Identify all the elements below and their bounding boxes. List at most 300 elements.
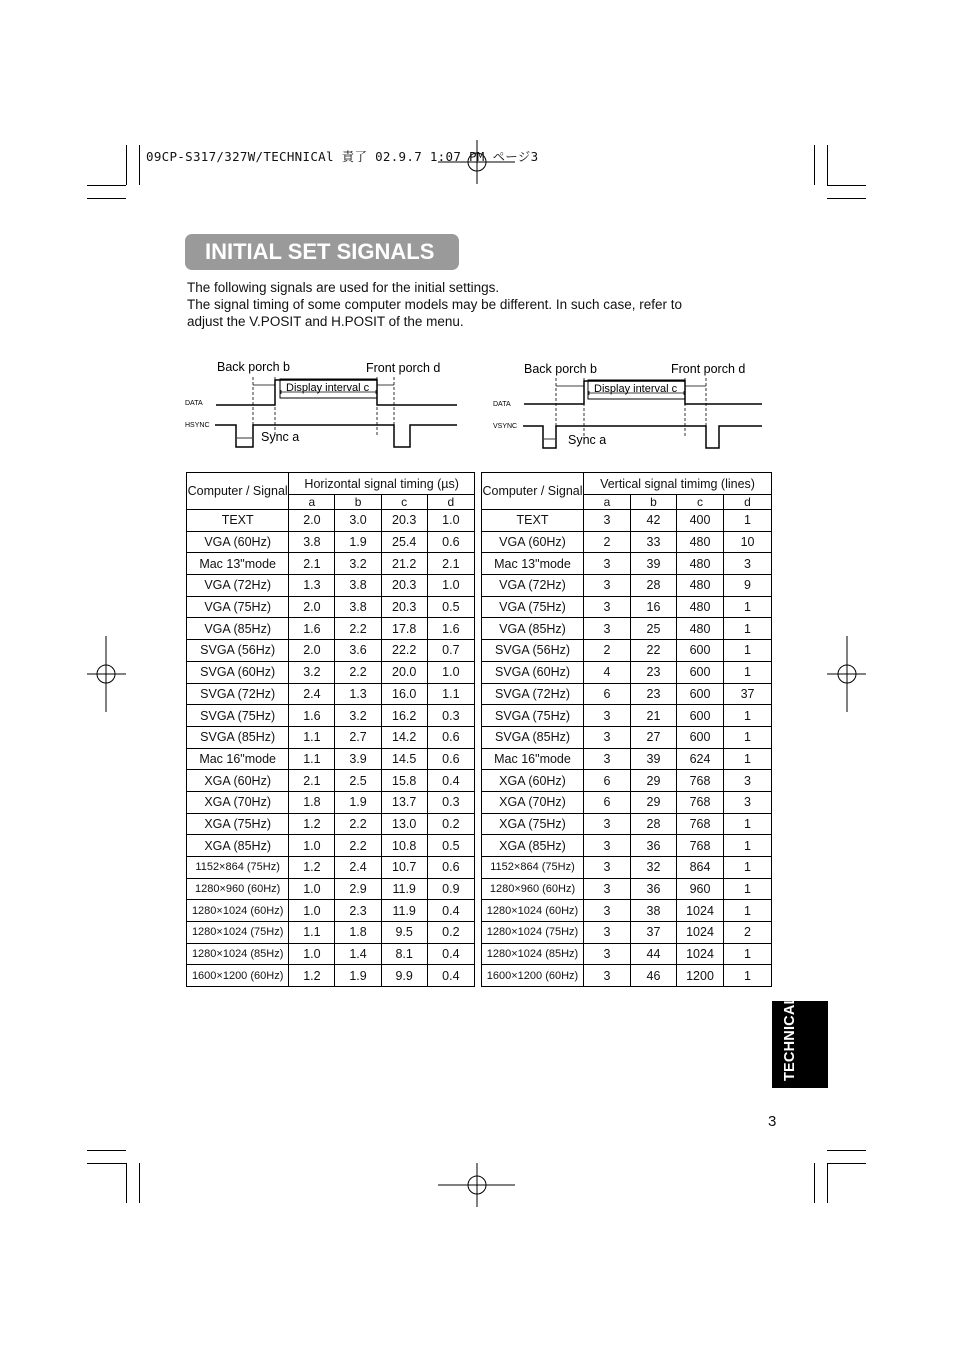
value-c-cell: 480 xyxy=(677,531,724,553)
value-a-cell: 2.1 xyxy=(289,770,335,792)
value-b-cell: 23 xyxy=(631,661,677,683)
value-c-cell: 768 xyxy=(677,770,724,792)
signal-cell: XGA (70Hz) xyxy=(187,791,289,813)
table-row xyxy=(187,857,475,879)
signal-cell: VGA (85Hz) xyxy=(187,618,289,640)
value-d-cell: 1.0 xyxy=(427,575,474,597)
table-row xyxy=(187,661,475,683)
value-a-cell: 3 xyxy=(584,510,631,532)
value-c-cell: 17.8 xyxy=(381,618,427,640)
value-a-cell: 6 xyxy=(584,791,631,813)
value-b-cell: 1.9 xyxy=(335,791,381,813)
value-b-cell: 36 xyxy=(631,835,677,857)
value-d-cell: 37 xyxy=(724,683,772,705)
subcol-a: a xyxy=(289,495,335,510)
table-row xyxy=(482,900,772,922)
table-row xyxy=(482,553,772,575)
value-b-cell: 2.9 xyxy=(335,878,381,900)
table-row xyxy=(187,618,475,640)
value-c-cell: 1200 xyxy=(677,965,724,987)
display-interval-label: Display interval c xyxy=(594,383,678,395)
intro-line-2: The signal timing of some computer models may be different. In such case, refer to xyxy=(187,297,682,312)
value-d-cell: 0.4 xyxy=(427,943,474,965)
value-c-cell: 1024 xyxy=(677,922,724,944)
value-b-cell: 33 xyxy=(631,531,677,553)
value-c-cell: 1024 xyxy=(677,943,724,965)
value-c-cell: 600 xyxy=(677,640,724,662)
value-a-cell: 3 xyxy=(584,900,631,922)
value-d-cell: 9 xyxy=(724,575,772,597)
signal-cell: XGA (75Hz) xyxy=(482,813,584,835)
value-c-cell: 20.3 xyxy=(381,510,427,532)
subcol-b: b xyxy=(631,495,677,510)
table-row xyxy=(482,770,772,792)
value-c-cell: 22.2 xyxy=(381,640,427,662)
signal-cell: SVGA (75Hz) xyxy=(482,705,584,727)
value-c-cell: 20.3 xyxy=(381,575,427,597)
table-row xyxy=(482,705,772,727)
signal-cell: VGA (60Hz) xyxy=(187,531,289,553)
value-b-cell: 42 xyxy=(631,510,677,532)
signal-cell: XGA (85Hz) xyxy=(482,835,584,857)
value-d-cell: 1.6 xyxy=(427,618,474,640)
value-b-cell: 39 xyxy=(631,553,677,575)
value-d-cell: 1.0 xyxy=(427,661,474,683)
value-c-cell: 960 xyxy=(677,878,724,900)
table-row xyxy=(187,791,475,813)
page-number: 3 xyxy=(768,1113,777,1130)
value-c-cell: 600 xyxy=(677,705,724,727)
value-c-cell: 624 xyxy=(677,748,724,770)
signal-cell: VGA (72Hz) xyxy=(187,575,289,597)
value-d-cell: 0.6 xyxy=(427,748,474,770)
table-row xyxy=(187,813,475,835)
value-d-cell: 3 xyxy=(724,553,772,575)
value-a-cell: 3 xyxy=(584,835,631,857)
table-row xyxy=(187,943,475,965)
table-row xyxy=(482,922,772,944)
table-row xyxy=(187,900,475,922)
value-d-cell: 1 xyxy=(724,726,772,748)
value-c-cell: 9.5 xyxy=(381,922,427,944)
table-row xyxy=(482,683,772,705)
value-b-cell: 1.9 xyxy=(335,965,381,987)
value-c-cell: 13.7 xyxy=(381,791,427,813)
value-b-cell: 2.2 xyxy=(335,661,381,683)
table-row xyxy=(482,943,772,965)
value-b-cell: 2.2 xyxy=(335,813,381,835)
table-row xyxy=(187,575,475,597)
front-porch-label: Front porch d xyxy=(671,362,746,376)
signal-cell: SVGA (75Hz) xyxy=(187,705,289,727)
horizontal-timing-diagram xyxy=(180,355,470,455)
signal-cell: 1280×1024 (75Hz) xyxy=(482,922,584,944)
signal-cell: 1280×960 (60Hz) xyxy=(482,878,584,900)
subcol-c: c xyxy=(677,495,724,510)
value-b-cell: 3.6 xyxy=(335,640,381,662)
value-b-cell: 2.3 xyxy=(335,900,381,922)
back-porch-label: Back porch b xyxy=(217,360,290,374)
value-c-cell: 13.0 xyxy=(381,813,427,835)
signal-cell: 1152×864 (75Hz) xyxy=(187,857,289,879)
value-b-cell: 2.2 xyxy=(335,618,381,640)
value-d-cell: 1 xyxy=(724,835,772,857)
table-row xyxy=(187,878,475,900)
value-b-cell: 29 xyxy=(631,791,677,813)
value-c-cell: 400 xyxy=(677,510,724,532)
value-d-cell: 0.5 xyxy=(427,596,474,618)
value-b-cell: 1.4 xyxy=(335,943,381,965)
value-a-cell: 3 xyxy=(584,857,631,879)
value-d-cell: 1 xyxy=(724,510,772,532)
value-d-cell: 0.5 xyxy=(427,835,474,857)
table-row xyxy=(482,531,772,553)
value-b-cell: 3.0 xyxy=(335,510,381,532)
signal-cell: 1280×1024 (75Hz) xyxy=(187,922,289,944)
value-c-cell: 480 xyxy=(677,553,724,575)
value-b-cell: 39 xyxy=(631,748,677,770)
value-c-cell: 480 xyxy=(677,618,724,640)
value-b-cell: 32 xyxy=(631,857,677,879)
value-d-cell: 1 xyxy=(724,900,772,922)
intro-line-1: The following signals are used for the initial settings. xyxy=(187,280,500,295)
signal-cell: VGA (85Hz) xyxy=(482,618,584,640)
value-d-cell: 0.3 xyxy=(427,705,474,727)
value-d-cell: 1 xyxy=(724,878,772,900)
table-row xyxy=(187,748,475,770)
value-c-cell: 25.4 xyxy=(381,531,427,553)
table-row xyxy=(187,965,475,987)
signal-column-header: Computer / Signal xyxy=(482,473,584,510)
value-b-cell: 27 xyxy=(631,726,677,748)
value-c-cell: 600 xyxy=(677,661,724,683)
table-row xyxy=(482,596,772,618)
subcol-d: d xyxy=(724,495,772,510)
signal-cell: SVGA (60Hz) xyxy=(187,661,289,683)
value-c-cell: 600 xyxy=(677,726,724,748)
signal-cell: Mac 16"mode xyxy=(187,748,289,770)
table-row xyxy=(482,661,772,683)
value-c-cell: 600 xyxy=(677,683,724,705)
signal-cell: 1600×1200 (60Hz) xyxy=(482,965,584,987)
value-a-cell: 2.0 xyxy=(289,596,335,618)
value-d-cell: 1 xyxy=(724,813,772,835)
value-d-cell: 3 xyxy=(724,791,772,813)
table-row xyxy=(187,596,475,618)
value-b-cell: 28 xyxy=(631,813,677,835)
value-b-cell: 3.9 xyxy=(335,748,381,770)
value-c-cell: 768 xyxy=(677,791,724,813)
value-d-cell: 0.2 xyxy=(427,813,474,835)
value-a-cell: 3 xyxy=(584,813,631,835)
value-a-cell: 2.4 xyxy=(289,683,335,705)
sync-label: HSYNC xyxy=(185,422,210,429)
value-a-cell: 2.0 xyxy=(289,510,335,532)
table-row xyxy=(482,640,772,662)
value-b-cell: 23 xyxy=(631,683,677,705)
intro-text xyxy=(187,279,682,330)
value-a-cell: 3 xyxy=(584,596,631,618)
value-d-cell: 1.0 xyxy=(427,510,474,532)
value-c-cell: 10.7 xyxy=(381,857,427,879)
table-row xyxy=(482,878,772,900)
value-c-cell: 480 xyxy=(677,596,724,618)
title-banner xyxy=(185,234,459,270)
signal-cell: Mac 13"mode xyxy=(482,553,584,575)
value-c-cell: 9.9 xyxy=(381,965,427,987)
value-c-cell: 20.0 xyxy=(381,661,427,683)
value-d-cell: 0.7 xyxy=(427,640,474,662)
signal-cell: 1280×1024 (60Hz) xyxy=(482,900,584,922)
value-a-cell: 3 xyxy=(584,922,631,944)
signal-cell: SVGA (56Hz) xyxy=(187,640,289,662)
horizontal-timing-table xyxy=(186,472,475,987)
signal-cell: SVGA (72Hz) xyxy=(482,683,584,705)
value-d-cell: 1 xyxy=(724,943,772,965)
value-a-cell: 1.0 xyxy=(289,835,335,857)
subcol-c: c xyxy=(381,495,427,510)
vertical-timing-diagram xyxy=(488,356,773,456)
value-a-cell: 2 xyxy=(584,531,631,553)
signal-cell: XGA (75Hz) xyxy=(187,813,289,835)
value-d-cell: 1 xyxy=(724,661,772,683)
value-d-cell: 0.6 xyxy=(427,531,474,553)
signal-cell: SVGA (72Hz) xyxy=(187,683,289,705)
value-b-cell: 38 xyxy=(631,900,677,922)
value-a-cell: 3 xyxy=(584,726,631,748)
value-a-cell: 1.6 xyxy=(289,705,335,727)
table-row xyxy=(482,726,772,748)
value-b-cell: 2.5 xyxy=(335,770,381,792)
value-d-cell: 1 xyxy=(724,640,772,662)
page-title: INITIAL SET SIGNALS xyxy=(205,239,435,264)
value-a-cell: 2.0 xyxy=(289,640,335,662)
value-d-cell: 1 xyxy=(724,748,772,770)
signal-cell: TEXT xyxy=(482,510,584,532)
signal-cell: SVGA (85Hz) xyxy=(482,726,584,748)
signal-cell: 1280×1024 (60Hz) xyxy=(187,900,289,922)
value-a-cell: 3 xyxy=(584,575,631,597)
value-a-cell: 3 xyxy=(584,618,631,640)
value-c-cell: 11.9 xyxy=(381,900,427,922)
value-d-cell: 10 xyxy=(724,531,772,553)
value-a-cell: 1.0 xyxy=(289,878,335,900)
value-a-cell: 1.3 xyxy=(289,575,335,597)
value-a-cell: 1.2 xyxy=(289,965,335,987)
value-c-cell: 20.3 xyxy=(381,596,427,618)
data-label: DATA xyxy=(493,401,511,408)
value-c-cell: 8.1 xyxy=(381,943,427,965)
value-c-cell: 1024 xyxy=(677,900,724,922)
signal-cell: VGA (75Hz) xyxy=(187,596,289,618)
table-row xyxy=(187,640,475,662)
value-d-cell: 0.3 xyxy=(427,791,474,813)
signal-cell: 1280×1024 (85Hz) xyxy=(187,943,289,965)
signal-cell: XGA (85Hz) xyxy=(187,835,289,857)
front-porch-label: Front porch d xyxy=(366,361,441,375)
table-row xyxy=(187,510,475,532)
value-a-cell: 3.2 xyxy=(289,661,335,683)
display-interval-label: Display interval c xyxy=(286,382,370,394)
value-b-cell: 3.8 xyxy=(335,575,381,597)
sync-a-label: Sync a xyxy=(568,433,607,447)
value-a-cell: 1.8 xyxy=(289,791,335,813)
signal-column-header: Computer / Signal xyxy=(187,473,289,510)
value-c-cell: 11.9 xyxy=(381,878,427,900)
table-row xyxy=(482,835,772,857)
data-label: DATA xyxy=(185,400,203,407)
table-row xyxy=(187,835,475,857)
value-c-cell: 14.2 xyxy=(381,726,427,748)
value-a-cell: 6 xyxy=(584,770,631,792)
value-c-cell: 21.2 xyxy=(381,553,427,575)
value-d-cell: 1 xyxy=(724,965,772,987)
value-b-cell: 44 xyxy=(631,943,677,965)
sync-a-label: Sync a xyxy=(261,430,300,444)
signal-cell: VGA (72Hz) xyxy=(482,575,584,597)
value-c-cell: 10.8 xyxy=(381,835,427,857)
intro-line-3: adjust the V.POSIT and H.POSIT of the menu. xyxy=(187,314,464,329)
value-b-cell: 46 xyxy=(631,965,677,987)
value-d-cell: 1.1 xyxy=(427,683,474,705)
value-c-cell: 768 xyxy=(677,835,724,857)
subcol-a: a xyxy=(584,495,631,510)
value-d-cell: 2 xyxy=(724,922,772,944)
sync-label: VSYNC xyxy=(493,423,518,430)
value-d-cell: 0.4 xyxy=(427,770,474,792)
table-row xyxy=(482,618,772,640)
section-tab xyxy=(772,995,828,1088)
signal-cell: SVGA (85Hz) xyxy=(187,726,289,748)
table-row xyxy=(187,553,475,575)
table-row xyxy=(187,726,475,748)
value-a-cell: 1.1 xyxy=(289,726,335,748)
value-b-cell: 16 xyxy=(631,596,677,618)
section-tab-label: TECHNICAL xyxy=(782,995,798,1081)
vertical-timing-table xyxy=(481,472,772,987)
signal-cell: 1280×1024 (85Hz) xyxy=(482,943,584,965)
value-a-cell: 1.2 xyxy=(289,857,335,879)
signal-cell: 1600×1200 (60Hz) xyxy=(187,965,289,987)
value-b-cell: 1.9 xyxy=(335,531,381,553)
signal-cell: XGA (60Hz) xyxy=(482,770,584,792)
value-c-cell: 864 xyxy=(677,857,724,879)
signal-cell: Mac 13"mode xyxy=(187,553,289,575)
value-b-cell: 29 xyxy=(631,770,677,792)
value-a-cell: 4 xyxy=(584,661,631,683)
value-b-cell: 28 xyxy=(631,575,677,597)
value-c-cell: 16.2 xyxy=(381,705,427,727)
sync-waveform xyxy=(215,425,457,447)
signal-cell: TEXT xyxy=(187,510,289,532)
table-row xyxy=(187,922,475,944)
table-row xyxy=(482,510,772,532)
value-c-cell: 16.0 xyxy=(381,683,427,705)
signal-cell: 1152×864 (75Hz) xyxy=(482,857,584,879)
value-a-cell: 2 xyxy=(584,640,631,662)
signal-cell: SVGA (60Hz) xyxy=(482,661,584,683)
value-b-cell: 36 xyxy=(631,878,677,900)
value-d-cell: 1 xyxy=(724,618,772,640)
timing-group-header: Vertical signal timimg (lines) xyxy=(584,473,772,495)
value-a-cell: 1.1 xyxy=(289,748,335,770)
value-d-cell: 3 xyxy=(724,770,772,792)
value-a-cell: 3 xyxy=(584,553,631,575)
value-a-cell: 3 xyxy=(584,878,631,900)
table-row xyxy=(187,705,475,727)
sync-waveform xyxy=(523,426,762,448)
value-d-cell: 1 xyxy=(724,857,772,879)
value-d-cell: 0.2 xyxy=(427,922,474,944)
table-row xyxy=(482,965,772,987)
value-a-cell: 3 xyxy=(584,705,631,727)
value-b-cell: 2.2 xyxy=(335,835,381,857)
table-row xyxy=(482,857,772,879)
value-c-cell: 768 xyxy=(677,813,724,835)
back-porch-label: Back porch b xyxy=(524,362,597,376)
table-row xyxy=(482,813,772,835)
signal-cell: Mac 16"mode xyxy=(482,748,584,770)
value-a-cell: 1.6 xyxy=(289,618,335,640)
signal-cell: VGA (60Hz) xyxy=(482,531,584,553)
value-b-cell: 3.2 xyxy=(335,553,381,575)
value-b-cell: 3.8 xyxy=(335,596,381,618)
table-row xyxy=(187,683,475,705)
value-a-cell: 1.0 xyxy=(289,943,335,965)
value-b-cell: 3.2 xyxy=(335,705,381,727)
table-row xyxy=(187,770,475,792)
subcol-b: b xyxy=(335,495,381,510)
value-b-cell: 21 xyxy=(631,705,677,727)
value-c-cell: 480 xyxy=(677,575,724,597)
value-d-cell: 1 xyxy=(724,596,772,618)
table-row xyxy=(187,531,475,553)
signal-cell: XGA (70Hz) xyxy=(482,791,584,813)
value-d-cell: 0.4 xyxy=(427,965,474,987)
value-a-cell: 3 xyxy=(584,748,631,770)
value-a-cell: 1.2 xyxy=(289,813,335,835)
value-a-cell: 1.1 xyxy=(289,922,335,944)
value-a-cell: 3.8 xyxy=(289,531,335,553)
table-row xyxy=(482,748,772,770)
value-b-cell: 2.4 xyxy=(335,857,381,879)
value-b-cell: 37 xyxy=(631,922,677,944)
value-a-cell: 3 xyxy=(584,965,631,987)
table-row xyxy=(482,791,772,813)
value-d-cell: 0.6 xyxy=(427,726,474,748)
value-c-cell: 15.8 xyxy=(381,770,427,792)
value-d-cell: 0.6 xyxy=(427,857,474,879)
table-row xyxy=(482,575,772,597)
value-b-cell: 25 xyxy=(631,618,677,640)
signal-cell: 1280×960 (60Hz) xyxy=(187,878,289,900)
signal-cell: VGA (75Hz) xyxy=(482,596,584,618)
value-a-cell: 6 xyxy=(584,683,631,705)
value-b-cell: 1.3 xyxy=(335,683,381,705)
value-d-cell: 1 xyxy=(724,705,772,727)
value-a-cell: 3 xyxy=(584,943,631,965)
signal-cell: SVGA (56Hz) xyxy=(482,640,584,662)
value-d-cell: 2.1 xyxy=(427,553,474,575)
subcol-d: d xyxy=(427,495,474,510)
value-b-cell: 2.7 xyxy=(335,726,381,748)
value-c-cell: 14.5 xyxy=(381,748,427,770)
value-b-cell: 22 xyxy=(631,640,677,662)
signal-cell: XGA (60Hz) xyxy=(187,770,289,792)
value-a-cell: 2.1 xyxy=(289,553,335,575)
timing-group-header: Horizontal signal timing (µs) xyxy=(289,473,475,495)
value-a-cell: 1.0 xyxy=(289,900,335,922)
